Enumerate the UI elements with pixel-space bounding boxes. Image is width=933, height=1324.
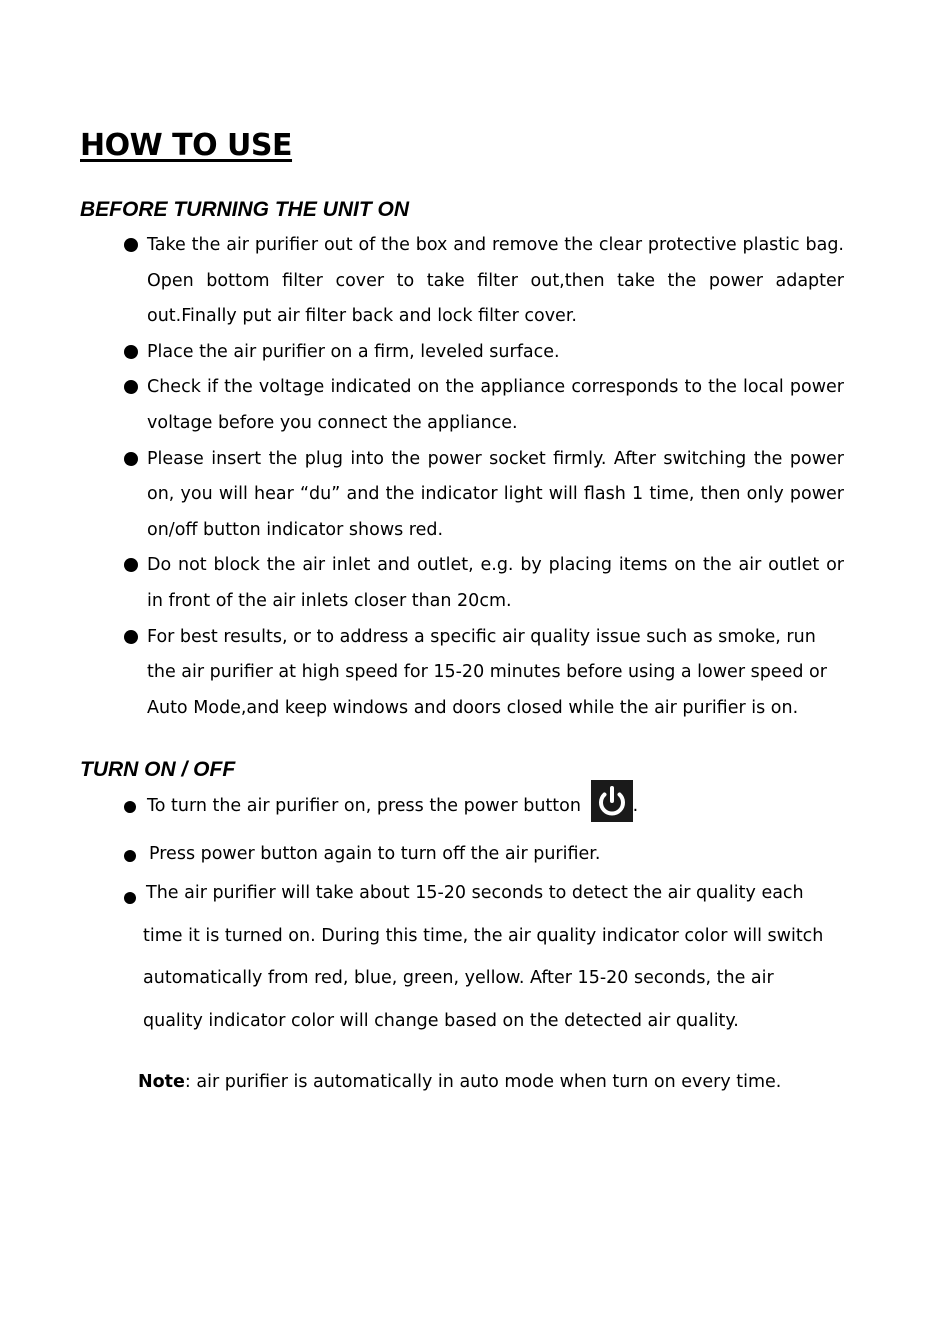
list-item-text: Do not block the air inlet and outlet, e.g. by placing items on the air outlet or in front of the air inlets closer than 20cm. — [147, 555, 844, 611]
page-title: HOW TO USE — [80, 128, 293, 163]
list-item-text: Take the air purifier out of the box and remove the clear protective plastic bag. Open bottom filter cover to take filter out,then take the power adapter out.Finally put air filter back and lock filter cover. — [147, 235, 844, 327]
list-item-text: Please insert the plug into the power socket firmly. After switching the power on, you will hear “du” and the indicator light will flash 1 time, then only power on/off button indicator shows red. — [147, 448, 844, 540]
list-item — [124, 548, 844, 619]
list-item — [124, 228, 844, 335]
list-item-text: Place the air purifier on a firm, leveled surface. — [147, 341, 560, 362]
list-item — [124, 442, 844, 549]
list-item — [124, 780, 844, 828]
power-icon — [591, 780, 633, 822]
list-item — [124, 620, 844, 727]
list-item-line: time it is turned on. During this time, the air quality indicator color will switch — [143, 925, 824, 946]
bullet-icon — [124, 558, 138, 572]
list-item-text: To turn the air purifier on, press the power button — [147, 796, 581, 816]
note-text: : air purifier is automatically in auto mode when turn on every time. — [184, 1072, 782, 1092]
section-heading-before-turning-on: BEFORE TURNING THE UNIT ON — [80, 198, 409, 221]
before-turning-on-list — [124, 228, 844, 726]
list-item-line: automatically from red, blue, green, yellow. After 15-20 seconds, the air — [143, 968, 774, 988]
list-item-text: Check if the voltage indicated on the appliance corresponds to the local power voltage before you connect the appliance. — [147, 377, 844, 433]
section-heading-turn-on-off: TURN ON / OFF — [80, 758, 236, 781]
bullet-icon — [124, 452, 138, 466]
list-item-suffix: . — [632, 796, 639, 816]
bullet-icon — [124, 630, 138, 644]
list-item — [124, 370, 844, 441]
list-item — [124, 335, 844, 371]
bullet-icon — [124, 345, 138, 359]
note-label: Note — [138, 1072, 185, 1092]
list-item — [124, 828, 844, 870]
bullet-icon — [124, 892, 136, 904]
note — [138, 1068, 781, 1096]
bullet-icon — [124, 380, 138, 394]
turn-on-off-list — [124, 780, 844, 1042]
bullet-icon — [124, 850, 136, 862]
list-item-line: quality indicator color will change based on the detected air quality. — [143, 1010, 739, 1031]
list-item-line: The air purifier will take about 15-20 seconds to detect the air quality each — [146, 883, 804, 903]
bullet-icon — [124, 801, 136, 813]
list-item-text: Press power button again to turn off the air purifier. — [149, 844, 601, 864]
bullet-icon — [124, 238, 138, 252]
list-item-text: For best results, or to address a specific air quality issue such as smoke, run the air purifier at high speed for 15-20 minutes before using a lower speed or Auto Mode,and keep windows and doors closed while the air purifier is on. — [147, 626, 827, 718]
list-item — [124, 870, 844, 1042]
